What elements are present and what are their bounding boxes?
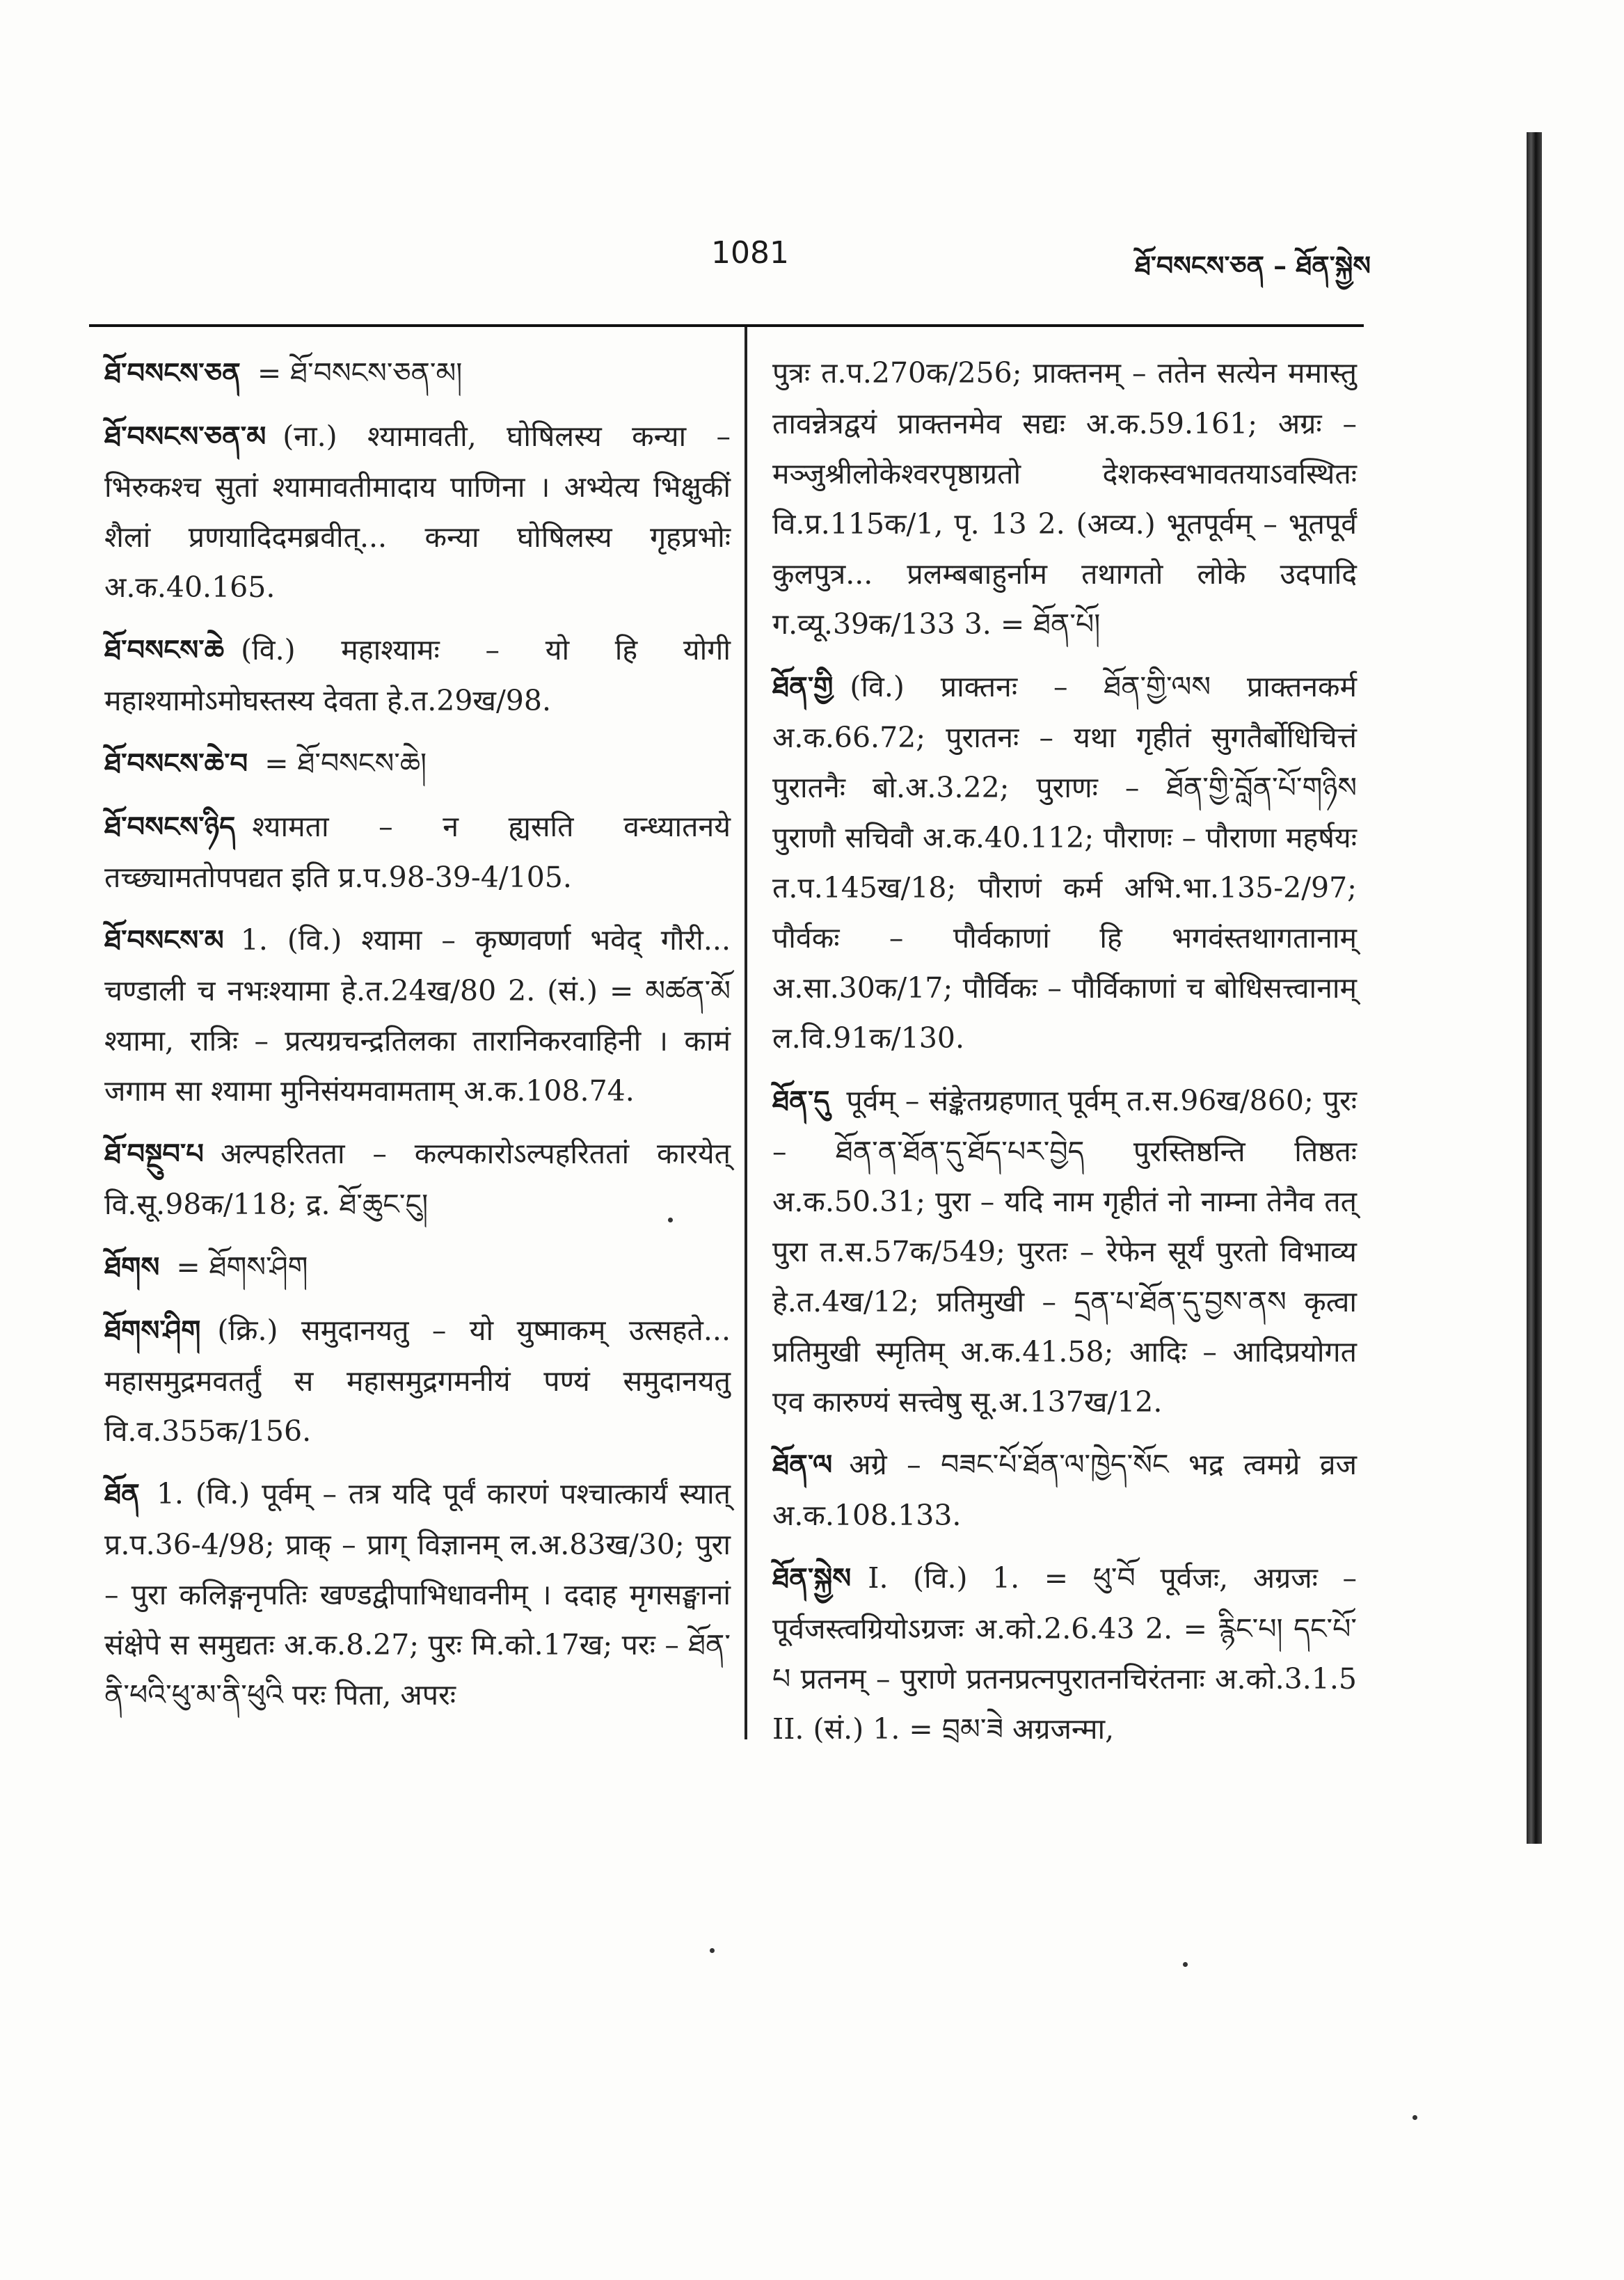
entry-headword: ཐོན [104, 1478, 140, 1510]
entry-headword: ཐོ་བསངས་ཉིད [104, 811, 236, 843]
entry-text: 1. (वि.) पूर्वम् – तत्र यदि पूर्वं कारणं पश्चात्कार्यं स्यात् प्र.प.36-4/98; प्राक् – प्राग् विज्ञानम् ल.अ.83ख/30; पुरा – पुरा कलिङ्गनृपतिः खण्डद्वीपाभिधावनीम् । ददाह मृगसङ्घानां संक्षेपे स समुद्यतः अ.क.8.27; पुरः मि.को.17ख; परः – ཐོན་ནི་ཕའི་ཕུ་མ་ནི་ཕུའི परः पिता, अपरः [104, 1477, 731, 1712]
dictionary-entry [104, 1242, 731, 1293]
dictionary-entry [772, 1553, 1357, 1754]
entry-headword: ཐོན་དུ [772, 1085, 830, 1117]
entry-text: I. (वि.) 1. = ཕུ་བོ पूर्वजः, अग्रजः – पूर्वजस्त्वग्रियोऽग्रजः अ.को.2.6.43 2. = རྙིང་པ། དང་པོ་པ प्रतनम् – पुराणे प्रतनप्रत्नपुरातनचिरंतनाः अ.को.3.1.5 II. (सं.) 1. = བྲམ་ཟེ अग्रजन्मा, [772, 1561, 1357, 1746]
header-rule [89, 324, 1364, 327]
entry-text: 1. (वि.) श्यामा – कृष्णवर्णा भवेद् गौरी... चण्डाली च नभःश्यामा हे.त.24ख/80 2. (सं.) = མཚན་མོ श्यामा, रात्रिः – प्रत्यग्रचन्द्रतिलका तारानिकरवाहिनी । कामं जगाम सा श्यामा मुनिसंयमवामताम् अ.क.108.74. [104, 923, 731, 1108]
entry-headword: ཐོ་བསངས་ཆེ་བ [104, 747, 248, 780]
dictionary-entry [104, 1469, 731, 1720]
entry-text: श्यामता – न ह्यसति वन्ध्यातनये तच्छ्यामतोपपद्यत इति प्र.प.98-39-4/105. [104, 810, 731, 894]
entry-headword: ཐོགས་ཤིག [104, 1314, 201, 1347]
scan-edge-shadow [1527, 132, 1542, 1844]
dictionary-entry [772, 662, 1357, 1063]
dictionary-entry [104, 411, 731, 612]
entry-headword: ཐོན་ལ [772, 1449, 833, 1481]
dictionary-entry [772, 348, 1357, 649]
running-head: ཐོ་བསངས་ཅན – ཐོན་སྐྱེས [1134, 250, 1371, 281]
entry-text: पुत्रः त.प.270क/256; प्राक्तनम् – ततेन सत्येन ममास्तु तावन्नेत्रद्वयं प्राक्तनमेव सद्यः अ.क.59.161; अग्रः – मञ्जुश्रीलोकेश्वरपृष्ठाग्रतो देशकस्वभावतयाऽवस्थितः वि.प्र.115क/1, पृ. 13 2. (अव्य.) भूतपूर्वम् – भूतपूर्वं कुलपुत्र... प्रलम्बबाहुर्नाम तथागतो लोके उदपादि ग.व्यू.39क/133 3. = ཐོན་པོ། [772, 356, 1357, 641]
entry-headword: ཐོན་སྐྱེས [772, 1562, 852, 1595]
dictionary-entry [104, 1129, 731, 1229]
entry-text: अग्रे – བཟང་པོ་ཐོན་ལ་ཁྱེད་སོང भद्र त्वमग्रे व्रज अ.क.108.133. [772, 1448, 1357, 1532]
entry-headword: ཐོ་བསངས་ཆེ [104, 634, 225, 667]
scan-speck [1412, 2115, 1417, 2120]
dictionary-entry [104, 915, 731, 1116]
entry-text: = ཐོགས་ཤིག [176, 1250, 308, 1284]
entry-text: पूर्वम् – संङ्केतग्रहणात् पूर्वम् त.स.96ख/860; पुरः – ཐོན་ན་ཐོན་དུ་ཐོད་པར་བྱེད पुरस्तिष्ठन्ति तिष्ठतः अ.क.50.31; पुरा – यदि नाम गृहीतं नो नाम्ना तेनैव तत् पुरा त.स.57क/549; पुरतः – रेफेन सूर्यं पुरतो विभाव्य हे.त.4ख/12; प्रतिमुखी – དྲན་པ་ཐོན་དུ་བྱས་ནས कृत्वा प्रतिमुखी स्मृतिम् अ.क.41.58; आदिः – आदिप्रयोगत एव कारुण्यं सत्त्वेषु सू.अ.137ख/12. [772, 1084, 1357, 1419]
dictionary-entry [104, 802, 731, 902]
dictionary-entry [104, 625, 731, 726]
scan-speck [668, 1218, 673, 1222]
entry-text: अल्पहरितता – कल्पकारोऽल्पहरिततां कारयेत् वि.सू.98क/118; द्र. ཐོ་ཆུང་ངུ། [104, 1137, 731, 1221]
dictionary-entry [104, 1305, 731, 1456]
entry-headword: ཐོ་བསངས་མ [104, 924, 224, 957]
dictionary-entry [772, 1076, 1357, 1427]
entry-headword: ཐོ་བསངས་ཅན [104, 357, 241, 390]
entry-text: = ཐོ་བསངས་ཆེ། [264, 747, 427, 780]
entry-headword: ཐོགས [104, 1251, 160, 1284]
entry-text: = ཐོ་བསངས་ཅན་མ། [257, 356, 463, 390]
column-divider [745, 327, 747, 1739]
entry-text: (वि.) महाश्यामः – यो हि योगी महाश्यामोऽमोघस्तस्य देवता हे.त.29ख/98. [104, 633, 731, 717]
dictionary-entry [772, 1440, 1357, 1540]
entry-text: (वि.) प्राक्तनः – ཐོན་གྱི་ལས प्राक्तनकर्म अ.क.66.72; पुरातनः – यथा गृहीतं सुगतैर्बोधिचित्तं पुरातनैः बो.अ.3.22; पुराणः – ཐོན་གྱི་བློན་པོ་གཉིས पुराणौ सचिवौ अ.क.40.112; पौराणः – पौराणा महर्षयः त.प.145ख/18; पौराणं कर्म अभि.भा.135-2/97; पौर्वकः – पौर्वकाणां हि भगवंस्तथागतानाम् अ.सा.30क/17; पौर्विकः – पौर्विकाणां च बोधिसत्त्वानाम् ल.वि.91क/130. [772, 670, 1357, 1055]
left-column [104, 348, 731, 1732]
dictionary-entry [104, 348, 731, 399]
entry-headword: ཐོ་བསངས་ཅན་མ [104, 420, 266, 453]
entry-text: (क्रि.) समुदानयतु – यो युष्माकम् उत्सहते... महासमुद्रमवतर्तुं स महासमुद्रगमनीयं पण्यं समुदानयतु वि.व.355क/156. [104, 1314, 731, 1448]
entry-headword: ཐོན་གྱི [772, 671, 834, 703]
scan-speck [710, 1948, 715, 1953]
scan-speck [1183, 1962, 1188, 1967]
right-column [772, 348, 1357, 1767]
dictionary-entry [104, 738, 731, 789]
entry-text: (ना.) श्यामावती, घोषिलस्य कन्या – भिरुकश्च सुतां श्यामावतीमादाय पाणिना । अभ्येत्य भिक्षुकीं शैलां प्रणयादिदमब्रवीत्... कन्या घोषिलस्य गृहप्रभोः अ.क.40.165. [104, 420, 731, 604]
page-number: 1081 [711, 235, 789, 271]
entry-headword: ཐོ་བསྔུབ་པ [104, 1138, 204, 1170]
